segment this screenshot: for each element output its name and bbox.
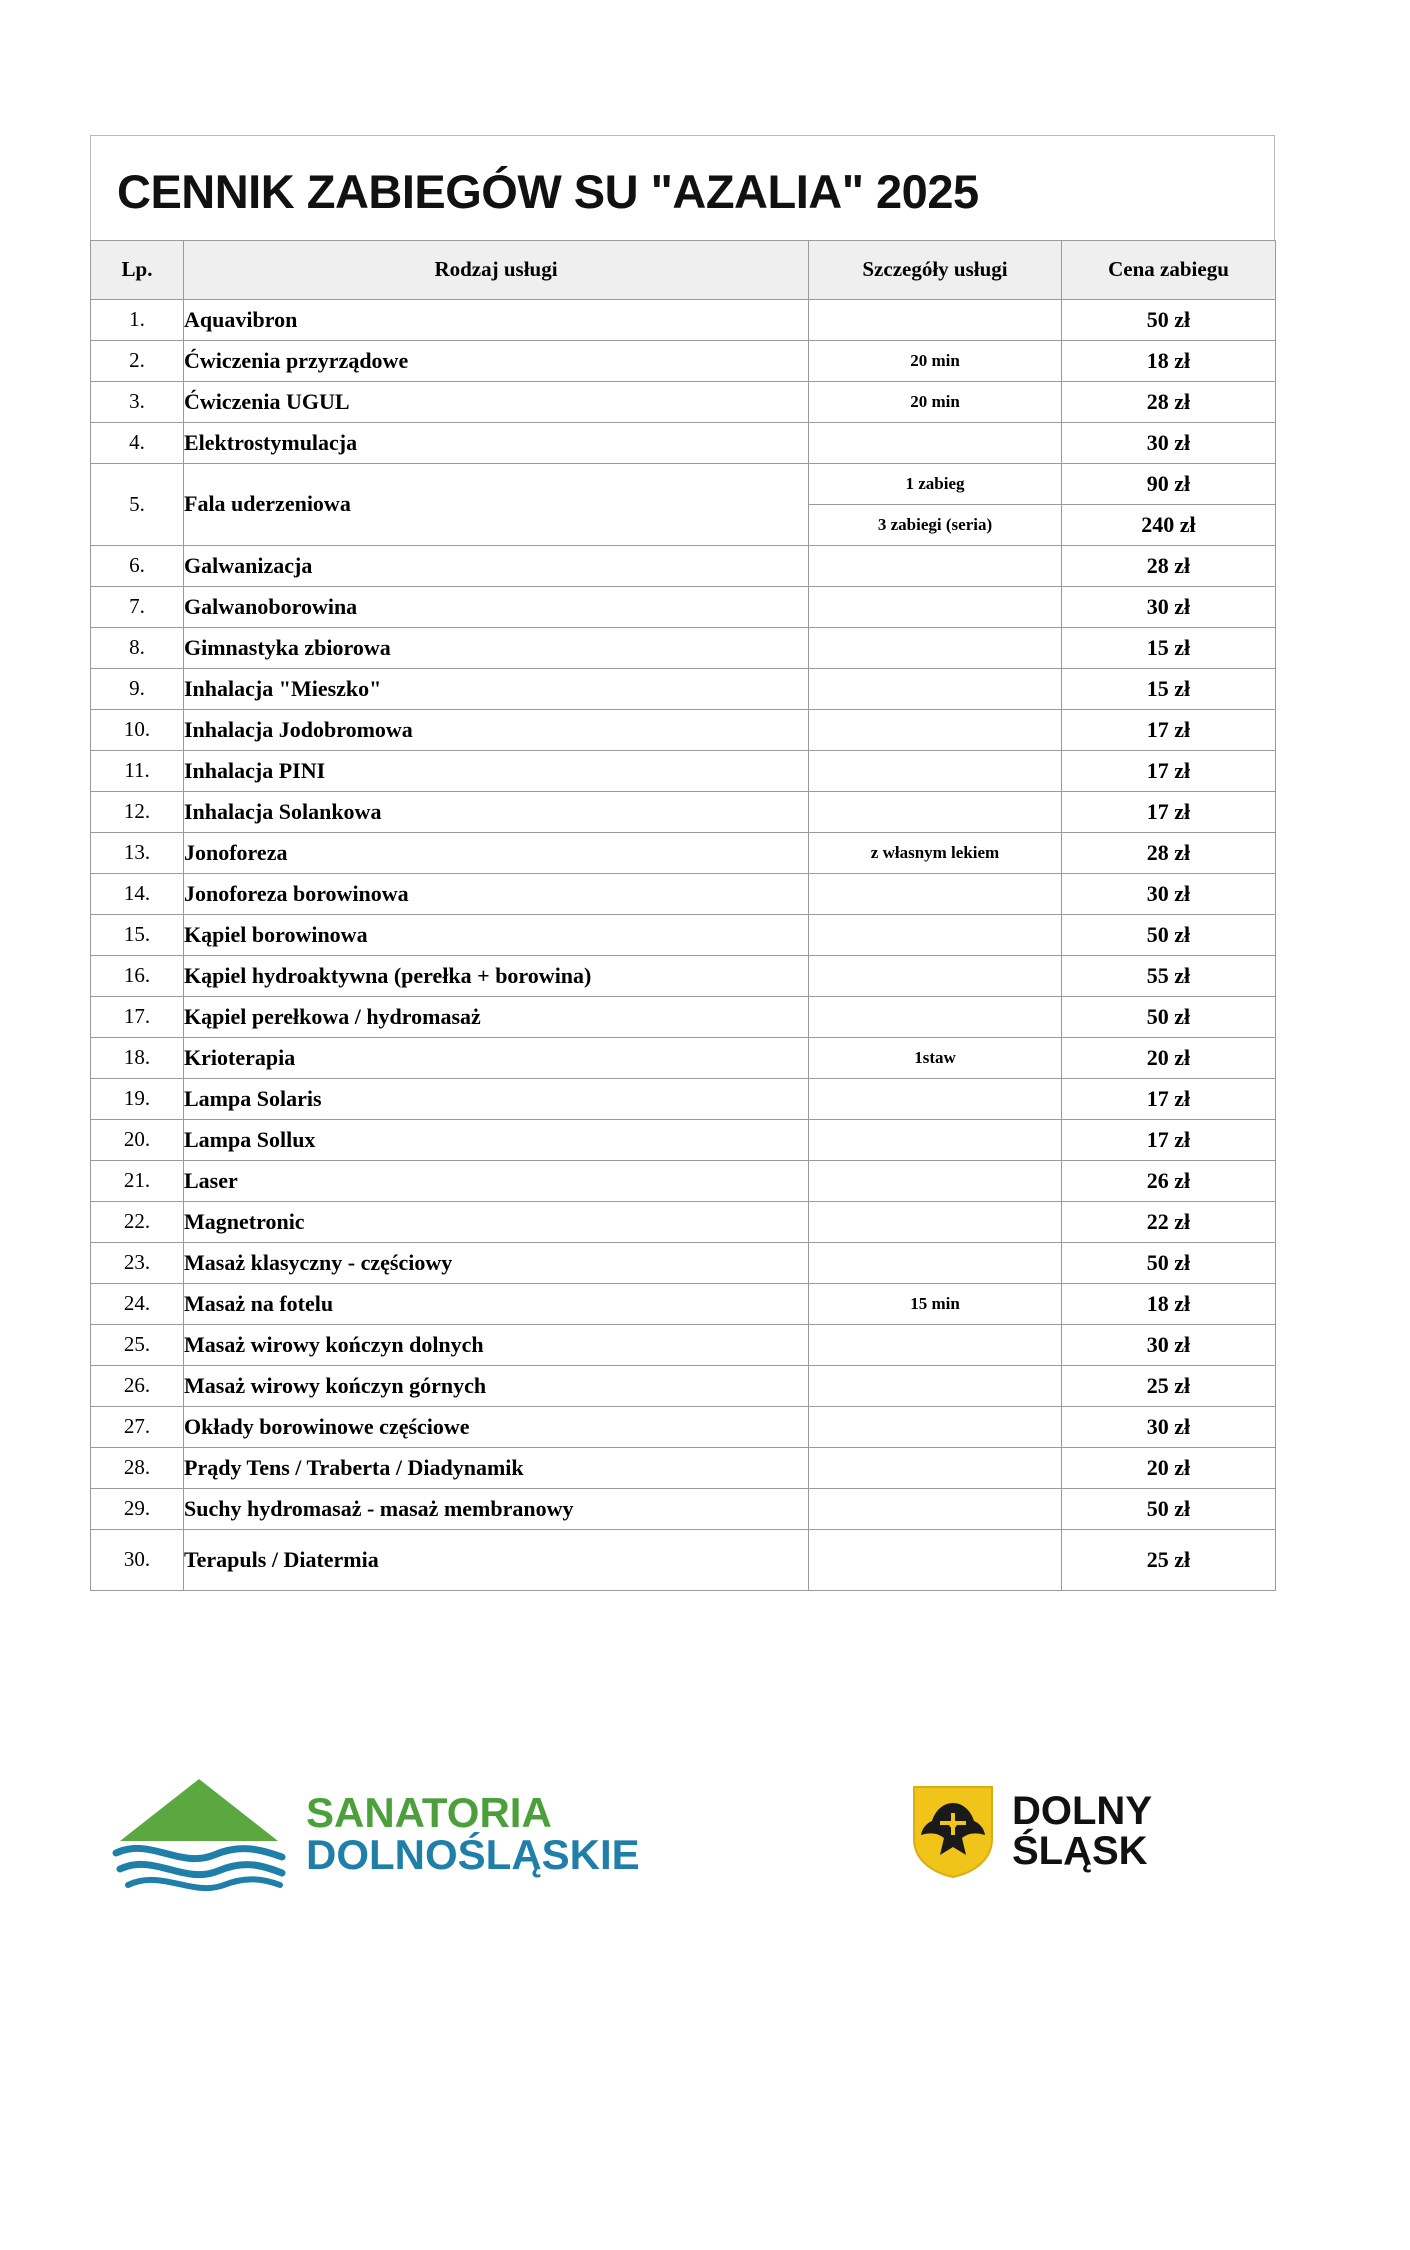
table-body [91, 299, 1276, 1590]
cell-lp: 4. [91, 422, 184, 463]
cell-price: 17 zł [1062, 1078, 1276, 1119]
table-row [91, 1078, 1276, 1119]
table-row [91, 955, 1276, 996]
cell-service: Galwanizacja [184, 545, 809, 586]
cell-service: Kąpiel perełkowa / hydromasaż [184, 996, 809, 1037]
cell-price: 55 zł [1062, 955, 1276, 996]
cell-service: Masaż na fotelu [184, 1283, 809, 1324]
cell-details [809, 627, 1062, 668]
cell-lp: 7. [91, 586, 184, 627]
cell-service: Aquavibron [184, 299, 809, 340]
cell-details [809, 750, 1062, 791]
cell-details [809, 996, 1062, 1037]
cell-details [809, 586, 1062, 627]
cell-service: Inhalacja Solankowa [184, 791, 809, 832]
cell-service: Inhalacja Jodobromowa [184, 709, 809, 750]
table-row [91, 996, 1276, 1037]
cell-details [809, 1242, 1062, 1283]
cell-details [809, 1529, 1062, 1590]
cell-price: 30 zł [1062, 422, 1276, 463]
coat-of-arms-icon [910, 1783, 996, 1879]
cell-service: Jonoforeza borowinowa [184, 873, 809, 914]
cell-details [809, 668, 1062, 709]
cell-price: 18 zł [1062, 340, 1276, 381]
cell-details [809, 1119, 1062, 1160]
cell-price: 28 zł [1062, 381, 1276, 422]
table-row [91, 1529, 1276, 1590]
mountain-waves-icon [110, 1775, 288, 1893]
cell-service: Masaż klasyczny - częściowy [184, 1242, 809, 1283]
cell-price: 30 zł [1062, 873, 1276, 914]
cell-service: Ćwiczenia przyrządowe [184, 340, 809, 381]
cell-details [809, 1447, 1062, 1488]
cell-lp: 27. [91, 1406, 184, 1447]
table-row [91, 1283, 1276, 1324]
cell-lp: 28. [91, 1447, 184, 1488]
cell-details [809, 709, 1062, 750]
table-row [91, 1201, 1276, 1242]
cell-price: 17 zł [1062, 750, 1276, 791]
cell-lp: 6. [91, 545, 184, 586]
cell-details: z własnym lekiem [809, 832, 1062, 873]
cell-details [809, 873, 1062, 914]
cell-service: Suchy hydromasaż - masaż membranowy [184, 1488, 809, 1529]
cell-lp: 3. [91, 381, 184, 422]
table-row [91, 381, 1276, 422]
table-row [91, 627, 1276, 668]
cell-lp: 18. [91, 1037, 184, 1078]
cell-lp: 25. [91, 1324, 184, 1365]
table-row [91, 1324, 1276, 1365]
cell-service: Galwanoborowina [184, 586, 809, 627]
table-row [91, 1037, 1276, 1078]
table-row [91, 340, 1276, 381]
table-row [91, 791, 1276, 832]
cell-lp: 21. [91, 1160, 184, 1201]
cell-lp: 20. [91, 1119, 184, 1160]
column-header-service: Rodzaj usługi [184, 240, 809, 299]
cell-service: Krioterapia [184, 1037, 809, 1078]
sanatoria-wordmark [306, 1789, 640, 1878]
cell-details [809, 1201, 1062, 1242]
cell-lp: 9. [91, 668, 184, 709]
cell-price: 240 zł [1062, 504, 1276, 545]
cell-price: 25 zł [1062, 1529, 1276, 1590]
cell-service: Prądy Tens / Traberta / Diadynamik [184, 1447, 809, 1488]
table-row [91, 1447, 1276, 1488]
dolny-slask-logo [910, 1783, 1152, 1879]
cell-lp: 23. [91, 1242, 184, 1283]
cell-lp: 24. [91, 1283, 184, 1324]
column-header-details: Szczegóły usługi [809, 240, 1062, 299]
page-title: CENNIK ZABIEGÓW SU "AZALIA" 2025 [117, 165, 979, 218]
cell-service: Kąpiel hydroaktywna (perełka + borowina) [184, 955, 809, 996]
table-row [91, 709, 1276, 750]
cell-lp: 13. [91, 832, 184, 873]
cell-lp: 30. [91, 1529, 184, 1590]
cell-service: Terapuls / Diatermia [184, 1529, 809, 1590]
cell-details [809, 791, 1062, 832]
cell-details [809, 1365, 1062, 1406]
cell-lp: 10. [91, 709, 184, 750]
cell-price: 30 zł [1062, 586, 1276, 627]
cell-details: 3 zabiegi (seria) [809, 504, 1062, 545]
cell-service: Ćwiczenia UGUL [184, 381, 809, 422]
cell-price: 50 zł [1062, 299, 1276, 340]
table-row [91, 1119, 1276, 1160]
cell-details [809, 422, 1062, 463]
table-row [91, 1406, 1276, 1447]
table-row [91, 668, 1276, 709]
cell-lp: 15. [91, 914, 184, 955]
cell-price: 15 zł [1062, 668, 1276, 709]
cell-price: 50 zł [1062, 996, 1276, 1037]
cell-price: 50 zł [1062, 914, 1276, 955]
cell-service: Inhalacja "Mieszko" [184, 668, 809, 709]
cell-details [809, 1078, 1062, 1119]
cell-service: Lampa Sollux [184, 1119, 809, 1160]
price-list-document [90, 135, 1275, 1591]
cell-price: 17 zł [1062, 709, 1276, 750]
table-row [91, 1488, 1276, 1529]
cell-service: Laser [184, 1160, 809, 1201]
cell-price: 18 zł [1062, 1283, 1276, 1324]
sanatoria-line2: DOLNOŚLĄSKIE [306, 1831, 640, 1878]
cell-price: 25 zł [1062, 1365, 1276, 1406]
cell-price: 28 zł [1062, 832, 1276, 873]
cell-price: 26 zł [1062, 1160, 1276, 1201]
cell-lp: 22. [91, 1201, 184, 1242]
footer-logos [90, 1775, 1275, 1915]
table-row [91, 832, 1276, 873]
dolny-slask-wordmark [1012, 1791, 1152, 1871]
cell-price: 30 zł [1062, 1406, 1276, 1447]
cell-service: Gimnastyka zbiorowa [184, 627, 809, 668]
cell-lp: 5. [91, 463, 184, 545]
table-row [91, 1242, 1276, 1283]
cell-details [809, 1160, 1062, 1201]
cell-lp: 16. [91, 955, 184, 996]
cell-details [809, 1488, 1062, 1529]
table-row [91, 586, 1276, 627]
document-title-box [90, 135, 1275, 240]
table-row [91, 299, 1276, 340]
column-header-lp: Lp. [91, 240, 184, 299]
cell-details: 20 min [809, 340, 1062, 381]
cell-details [809, 1406, 1062, 1447]
cell-service: Jonoforeza [184, 832, 809, 873]
cell-price: 20 zł [1062, 1447, 1276, 1488]
cell-details: 1 zabieg [809, 463, 1062, 504]
cell-service: Elektrostymulacja [184, 422, 809, 463]
table-row [91, 1365, 1276, 1406]
cell-lp: 8. [91, 627, 184, 668]
table-row [91, 914, 1276, 955]
cell-lp: 26. [91, 1365, 184, 1406]
cell-details [809, 914, 1062, 955]
table-row [91, 750, 1276, 791]
cell-details [809, 1324, 1062, 1365]
cell-service: Kąpiel borowinowa [184, 914, 809, 955]
table-row [91, 463, 1276, 504]
table-row [91, 1160, 1276, 1201]
table-header [91, 240, 1276, 299]
cell-price: 22 zł [1062, 1201, 1276, 1242]
cell-price: 90 zł [1062, 463, 1276, 504]
cell-details [809, 955, 1062, 996]
cell-price: 15 zł [1062, 627, 1276, 668]
sanatoria-line1: SANATORIA [306, 1789, 552, 1836]
cell-details: 15 min [809, 1283, 1062, 1324]
cell-lp: 2. [91, 340, 184, 381]
dolny-line2: ŚLĄSK [1012, 1829, 1148, 1873]
cell-price: 30 zł [1062, 1324, 1276, 1365]
cell-service: Masaż wirowy kończyn górnych [184, 1365, 809, 1406]
cell-price: 50 zł [1062, 1488, 1276, 1529]
cell-service: Masaż wirowy kończyn dolnych [184, 1324, 809, 1365]
cell-service: Fala uderzeniowa [184, 463, 809, 545]
dolny-line1: DOLNY [1012, 1789, 1152, 1833]
cell-details: 1staw [809, 1037, 1062, 1078]
cell-price: 17 zł [1062, 791, 1276, 832]
cell-price: 17 zł [1062, 1119, 1276, 1160]
cell-lp: 29. [91, 1488, 184, 1529]
pricing-table [90, 240, 1276, 1591]
cell-lp: 19. [91, 1078, 184, 1119]
cell-details: 20 min [809, 381, 1062, 422]
cell-details [809, 545, 1062, 586]
cell-service: Magnetronic [184, 1201, 809, 1242]
cell-details [809, 299, 1062, 340]
table-row [91, 545, 1276, 586]
column-header-price: Cena zabiegu [1062, 240, 1276, 299]
cell-price: 50 zł [1062, 1242, 1276, 1283]
cell-service: Inhalacja PINI [184, 750, 809, 791]
cell-lp: 11. [91, 750, 184, 791]
sanatoria-dolnoslaskie-logo [110, 1775, 640, 1893]
table-header-row [91, 240, 1276, 299]
table-row [91, 873, 1276, 914]
cell-service: Lampa Solaris [184, 1078, 809, 1119]
cell-lp: 17. [91, 996, 184, 1037]
cell-price: 20 zł [1062, 1037, 1276, 1078]
cell-price: 28 zł [1062, 545, 1276, 586]
cell-lp: 14. [91, 873, 184, 914]
cell-lp: 1. [91, 299, 184, 340]
table-row [91, 422, 1276, 463]
cell-service: Okłady borowinowe częściowe [184, 1406, 809, 1447]
cell-lp: 12. [91, 791, 184, 832]
